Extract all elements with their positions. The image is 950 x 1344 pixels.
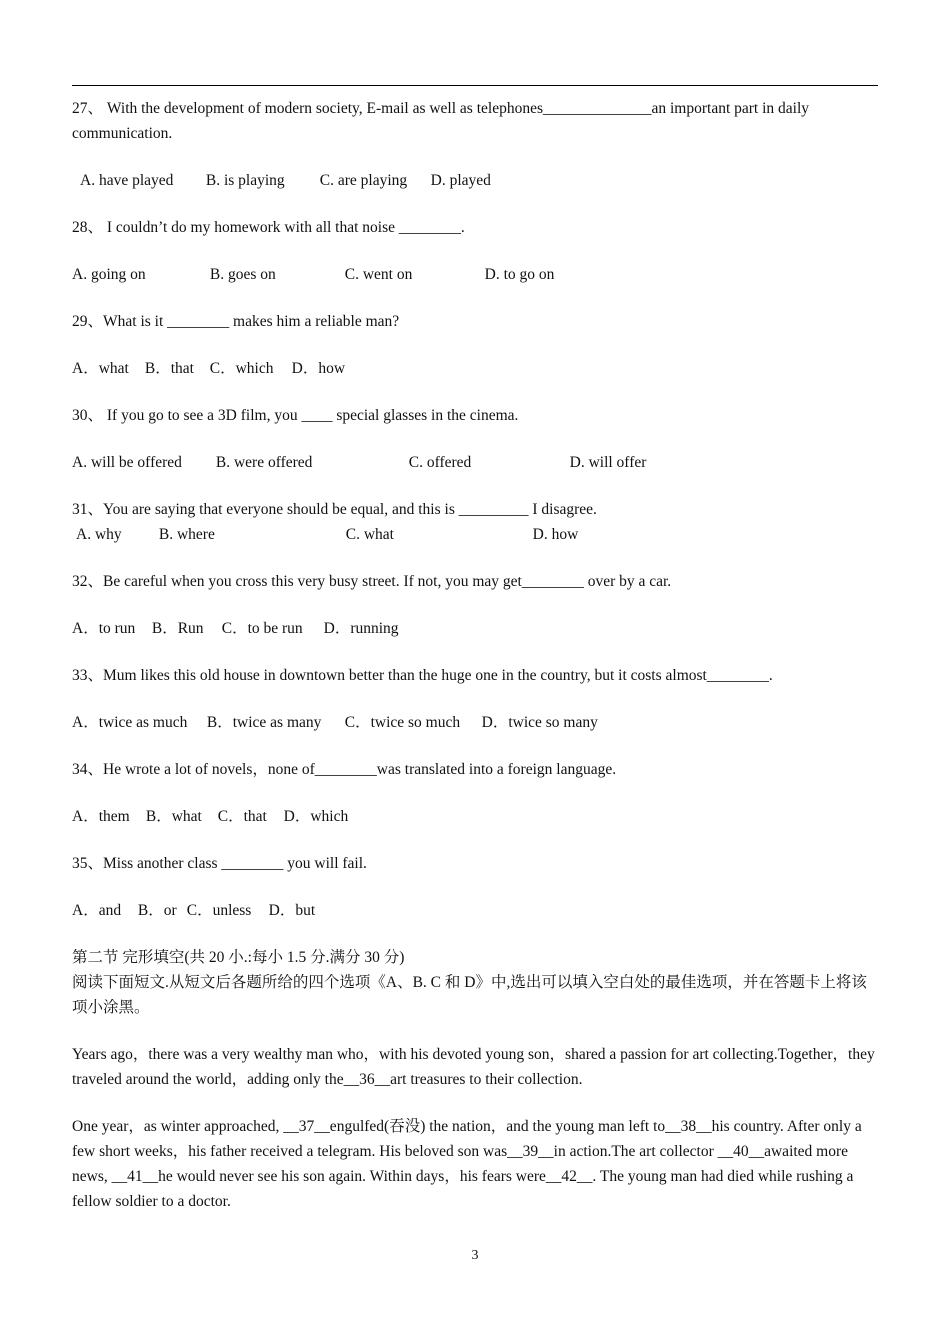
page-number: 3 [471, 1248, 479, 1263]
option-c[interactable]: C. what [345, 526, 394, 543]
option-b[interactable]: B．what [145, 808, 202, 825]
question-stem: 31、You are saying that everyone should be equal, and this is _________ I disagree. [72, 501, 597, 518]
question-33 [72, 663, 880, 735]
option-a[interactable]: A. will be offered [72, 454, 182, 471]
passage-paragraph-2 [72, 1114, 880, 1214]
question-stem: 34、He wrote a lot of novels，none of________was translated into a foreign language. [72, 761, 617, 778]
option-c[interactable]: C．that [217, 808, 267, 825]
option-b[interactable]: B. where [158, 526, 215, 543]
option-d[interactable]: D．but [268, 902, 316, 919]
option-b[interactable]: B．that [144, 360, 194, 377]
option-c[interactable]: C．unless [186, 902, 252, 919]
question-31 [72, 497, 880, 547]
page-content [72, 96, 880, 1236]
option-b[interactable]: B. were offered [215, 454, 313, 471]
question-options [72, 898, 880, 923]
passage-paragraph-1 [72, 1042, 880, 1092]
option-a[interactable]: A．them [72, 808, 130, 825]
option-a[interactable]: A．twice as much [72, 714, 188, 731]
option-d[interactable]: D．twice so many [481, 714, 598, 731]
cloze-section-header [72, 945, 880, 1020]
question-options [72, 804, 880, 829]
option-a[interactable]: A．to run [72, 620, 136, 637]
option-a[interactable]: A．and [72, 902, 122, 919]
option-c[interactable]: C．twice so much [344, 714, 461, 731]
question-stem: 27、 With the development of modern society, E-mail as well as telephones______________an important part in daily communication. [72, 100, 810, 142]
option-b[interactable]: B．Run [151, 620, 204, 637]
option-d[interactable]: D. played [430, 172, 491, 189]
option-a[interactable]: A. why [76, 526, 122, 543]
option-a[interactable]: A. going on [72, 266, 146, 283]
question-options [72, 522, 880, 547]
option-d[interactable]: D. will offer [569, 454, 647, 471]
option-a[interactable]: A．what [72, 360, 129, 377]
question-28 [72, 215, 880, 287]
option-b[interactable]: B．twice as many [206, 714, 322, 731]
question-stem: 28、 I couldn’t do my homework with all that noise ________. [72, 219, 465, 236]
question-options [72, 616, 880, 641]
option-b[interactable]: B．or [137, 902, 177, 919]
question-27 [72, 96, 880, 193]
question-stem: 30、 If you go to see a 3D film, you ____ special glasses in the cinema. [72, 407, 519, 424]
option-b[interactable]: B. goes on [209, 266, 276, 283]
option-b[interactable]: B. is playing [205, 172, 285, 189]
question-stem: 33、Mum likes this old house in downtown better than the huge one in the country, but it costs almost________. [72, 667, 773, 684]
question-stem: 32、Be careful when you cross this very busy street. If not, you may get________ over by a car. [72, 573, 672, 590]
option-d[interactable]: D．how [291, 360, 346, 377]
question-options [72, 168, 880, 193]
question-options [72, 356, 880, 381]
question-options [72, 710, 880, 735]
option-c[interactable]: C. offered [408, 454, 472, 471]
paragraph-text: Years ago，there was a very wealthy man who，with his devoted young son，shared a passion for art collecting.Together，they traveled around the world，adding only the__36__art treasures to their collection. [72, 1046, 875, 1088]
paragraph-text: One year，as winter approached, __37__engulfed(吞没) the nation，and the young man left to__38__his country. After only a few short weeks，his father received a telegram. His beloved son was__39__in action.The art collector __40__awaited more news, __41__he would never see his son again. Within days，his fears were__42__. The young man had died while rushing a fellow soldier to a doctor. [72, 1118, 862, 1210]
option-c[interactable]: C．which [209, 360, 274, 377]
question-32 [72, 569, 880, 641]
option-a[interactable]: A. have played [80, 172, 174, 189]
question-options [72, 450, 880, 475]
question-stem: 35、Miss another class ________ you will fail. [72, 855, 367, 872]
option-c[interactable]: C．to be run [221, 620, 303, 637]
section-instruction: 阅读下面短文.从短文后各题所给的四个选项《A、B. C 和 D》中,选出可以填入空白处的最佳选项，并在答题卡上将该项小涂黑。 [72, 974, 867, 1016]
option-d[interactable]: D. how [532, 526, 579, 543]
section-title: 第二节 完形填空(共 20 小.:每小 1.5 分.满分 30 分) [72, 949, 405, 966]
question-30 [72, 403, 880, 475]
option-c[interactable]: C. are playing [319, 172, 408, 189]
question-35 [72, 851, 880, 923]
header-rule [72, 85, 878, 86]
option-d[interactable]: D．running [323, 620, 399, 637]
question-34 [72, 757, 880, 829]
option-c[interactable]: C. went on [344, 266, 413, 283]
option-d[interactable]: D. to go on [484, 266, 555, 283]
question-29 [72, 309, 880, 381]
option-d[interactable]: D．which [283, 808, 349, 825]
question-stem: 29、What is it ________ makes him a reliable man? [72, 313, 400, 330]
question-options [72, 262, 880, 287]
